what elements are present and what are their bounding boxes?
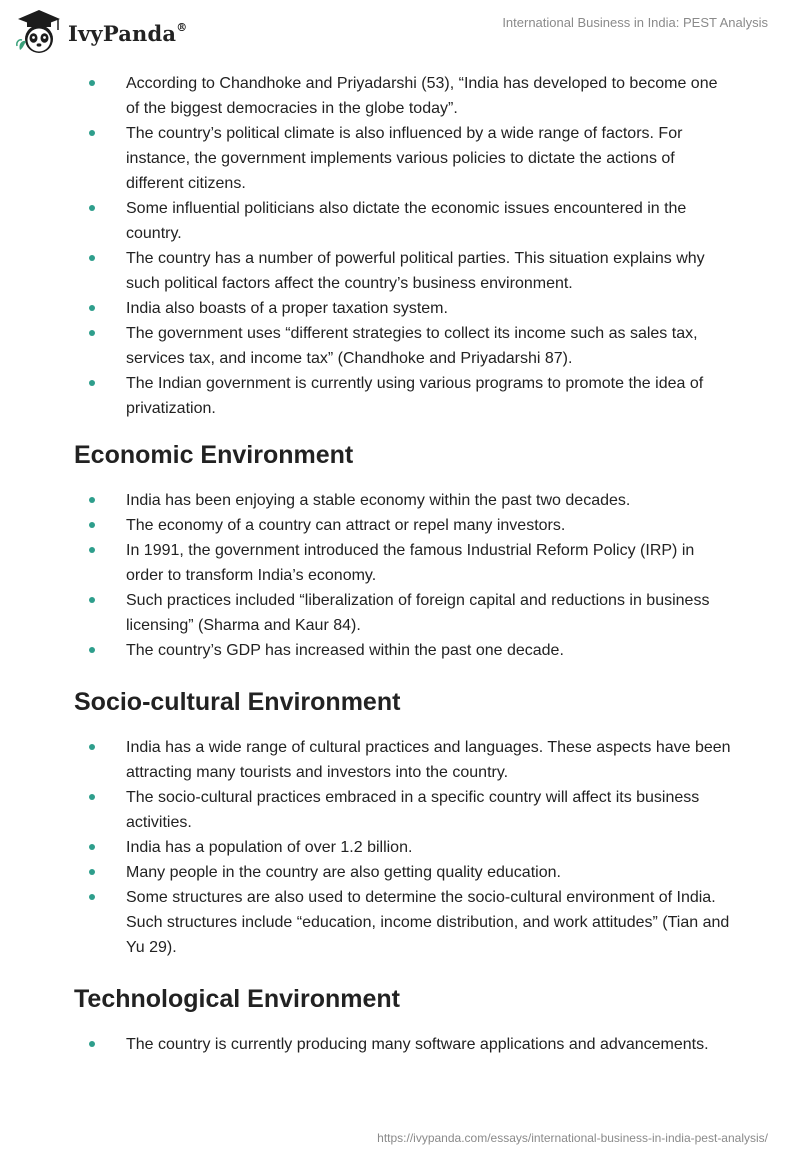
list-item: India has been enjoying a stable economy within the past two decades. (74, 488, 734, 513)
list-item: The government uses “different strategies to collect its income such as sales tax, services tax, and income tax” (Chandhoke and Priyadarshi 87). (74, 321, 734, 371)
list-item: According to Chandhoke and Priyadarshi (53), “India has developed to become one of the biggest democracies in the globe today”. (74, 71, 734, 121)
political-list (74, 71, 734, 421)
technological-heading: Technological Environment (74, 985, 400, 1013)
list-item: The Indian government is currently using various programs to promote the idea of privatization. (74, 371, 734, 421)
list-item: The country’s GDP has increased within the past one decade. (74, 638, 734, 663)
economic-list (74, 488, 734, 663)
socio-cultural-list (74, 735, 734, 960)
list-item: India also boasts of a proper taxation system. (74, 296, 734, 321)
list-item: Some influential politicians also dictate the economic issues encountered in the country. (74, 196, 734, 246)
panda-graduate-icon (14, 8, 64, 56)
list-item: The country has a number of powerful political parties. This situation explains why such political factors affect the country’s business environment. (74, 246, 734, 296)
list-item: In 1991, the government introduced the famous Industrial Reform Policy (IRP) in order to transform India’s economy. (74, 538, 734, 588)
document-title: International Business in India: PEST Analysis (502, 15, 768, 30)
list-item: The country’s political climate is also influenced by a wide range of factors. For instance, the government implements various policies to dictate the actions of different citizens. (74, 121, 734, 196)
list-item: The economy of a country can attract or repel many investors. (74, 513, 734, 538)
list-item: Some structures are also used to determine the socio-cultural environment of India. Such structures include “education, income distribution, and work attitudes” (Tian and Yu 29). (74, 885, 734, 960)
source-url[interactable]: https://ivypanda.com/essays/international-business-in-india-pest-analysis/ (377, 1131, 768, 1145)
logo-text: IvyPanda® (68, 20, 188, 46)
technological-list (74, 1032, 734, 1057)
list-item: The country is currently producing many software applications and advancements. (74, 1032, 734, 1057)
essay-content (74, 70, 734, 1057)
list-item: The socio-cultural practices embraced in a specific country will affect its business activities. (74, 785, 734, 835)
page-header (0, 0, 800, 66)
economic-heading: Economic Environment (74, 441, 354, 469)
list-item: India has a wide range of cultural practices and languages. These aspects have been attracting many tourists and investors into the country. (74, 735, 734, 785)
ivypanda-logo[interactable] (14, 8, 187, 56)
list-item: Such practices included “liberalization of foreign capital and reductions in business licensing” (Sharma and Kaur 84). (74, 588, 734, 638)
socio-cultural-heading: Socio-cultural Environment (74, 688, 401, 716)
list-item: Many people in the country are also getting quality education. (74, 860, 734, 885)
list-item: India has a population of over 1.2 billion. (74, 835, 734, 860)
